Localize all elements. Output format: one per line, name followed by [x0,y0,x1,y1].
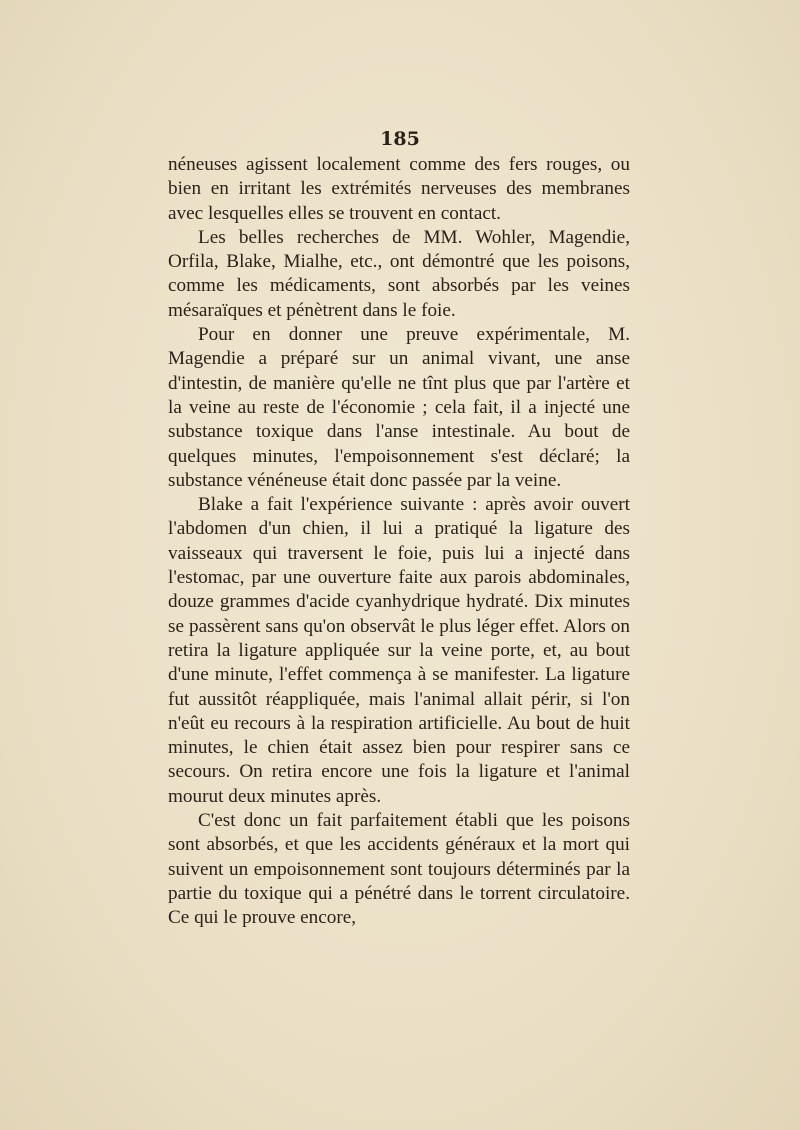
paragraph-research: Les belles recherches de MM. Wohler, Magendie, Orfila, Blake, Mialhe, etc., ont démontré que les poisons, comme les médicaments, sont absorbés par les veines mésaraïques et pénètrent dans le foie. [168,226,630,321]
page-number: 185 [380,128,420,150]
paragraph-conclusion: C'est donc un fait parfaitement établi que les poisons sont absorbés, et que les accidents généraux et la mort qui suivent un empoisonnement sont toujours déterminés par la partie du toxique qui a pénétré dans le torrent circulatoire. Ce qui le prouve encore, [168,810,630,929]
paragraph-blake-experiment: Blake a fait l'expérience suivante : après avoir ouvert l'abdomen d'un chien, il lui a pratiqué la ligature des vaisseaux qui traversent le foie, puis lui a injecté dans l'estomac, par une ouverture faite aux parois abdominales, douze grammes d'acide cyanhydrique hydraté. Dix minutes se passèrent sans qu'on observât le plus léger effet. Alors on retira la ligature appliquée sur la veine porte, et, au bout d'une minute, l'effet commença à se manifester. La ligature fut aussitôt réappliquée, mais l'animal allait périr, si l'on n'eût eu recours à la respiration artificielle. Au bout de huit minutes, le chien était assez bien pour respirer sans ce secours. On retira encore une fois la ligature et l'animal mourut deux minutes après. [168,494,630,807]
body-text [168,153,630,931]
paragraph-continuation: néneuses agissent localement comme des fers rouges, ou bien en irritant les extrémités nerveuses des membranes avec lesquelles elles se trouvent en contact. [168,154,630,224]
paragraph-magendie-experiment: Pour en donner une preuve expérimentale, M. Magendie a préparé sur un animal vivant, une anse d'intestin, de manière qu'elle ne tînt plus que par l'artère et la veine au reste de l'économie ; cela fait, il a injecté une substance toxique dans l'anse intestinale. Au bout de quelques minutes, l'empoisonnement s'est déclaré; la substance vénéneuse était donc passée par la veine. [168,324,630,491]
